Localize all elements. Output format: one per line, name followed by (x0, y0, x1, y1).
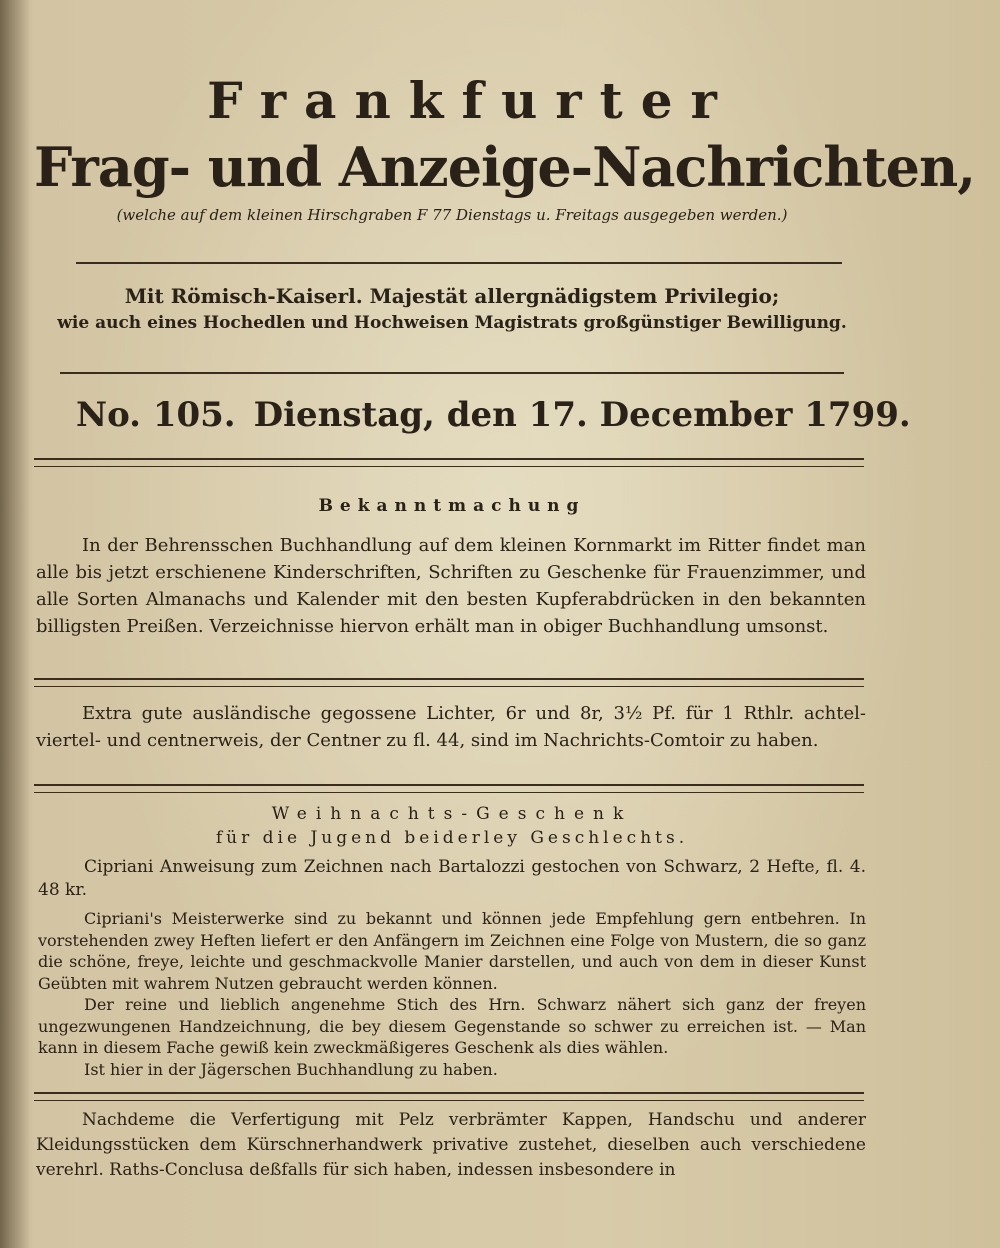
binding-shadow (0, 0, 30, 1248)
masthead-title-line1: Frankfurter (207, 71, 735, 130)
issue-number: No. 105. (76, 395, 236, 435)
notice2-body (36, 700, 866, 754)
notice3-paragraph3: Ist hier in der Jägerschen Buchhandlung zu haben. (84, 1059, 498, 1079)
masthead-title-line2: Frag- und Anzeige-Nachrichten, (34, 135, 976, 199)
notice4-text: Nachdeme die Verfertigung mit Pelz verbrämter Kappen, Handschu und anderer Kleidungsstücken dem Kürschnerhandwerk privative zustehet, dieselben auch verschiedene verehrl. Raths-Conclusa deßfalls für sich haben, indessen insbesondere in (36, 1110, 866, 1180)
privilege-line2: wie auch eines Hochedlen und Hochweisen Magistrats großgünstiger Bewilligung. (57, 313, 847, 333)
notice4-body (36, 1108, 866, 1183)
masthead (34, 70, 976, 228)
notice3-paragraph2: Der reine und lieblich angenehme Stich des Hrn. Schwarz nähert sich ganz der freyen ungezwungenen Handzeichnung, die bey diesem Gegenstande so schwer zu erreichen ist. — Man kann in diesem Fache gewiß kein zweckmäßigeres Geschenk als dies wählen. (38, 995, 866, 1057)
notice3-paragraph1: Cipriani's Meisterwerke sind zu bekannt und können jede Empfehlung gern entbehren. In vorstehenden zwey Heften liefert er den Anfängern im Zeichnen eine Folge von Mustern, die so ganz die schöne, freye, leichte und geschmackvolle Manier darstellen, und auch von dem in dieser Kunst Geübten mit wahrem Nutzen gebraucht werden können. (38, 909, 866, 993)
notice1-title: Bekanntmachung (318, 496, 586, 516)
notice3-lead: Cipriani Anweisung zum Zeichnen nach Bartalozzi gestochen von Schwarz, 2 Hefte, fl. 4. 48 kr. (38, 857, 866, 900)
notice3-subtitle: für die Jugend beiderley Geschlechts. (215, 828, 689, 848)
masthead-divider (76, 262, 842, 264)
issue-line (76, 393, 911, 437)
privilege-line1: Mit Römisch-Kaiserl. Majestät allergnädigstem Privilegio; (124, 284, 780, 308)
issue-divider-top (34, 458, 864, 460)
issue-divider-bottom (34, 466, 864, 467)
notice3-divider-top (34, 1092, 864, 1094)
notice1-body (36, 532, 866, 640)
notice3-divider-bottom (34, 1100, 864, 1101)
notice2-divider-top (34, 784, 864, 786)
notice2-divider-bottom (34, 792, 864, 793)
notice2-text: Extra gute ausländische gegossene Lichter, 6r und 8r, 3½ Pf. für 1 Rthlr. achtel- viertel- und centnerweis, der Centner zu fl. 44, sind im Nachrichts-Comtoir zu haben. (36, 703, 866, 751)
notice1-divider-top (34, 678, 864, 680)
notice3-title: Weihnachts-Geschenk (271, 804, 633, 824)
privilege-divider (60, 372, 844, 374)
notice3-body (38, 856, 866, 1080)
masthead-subtitle: (welche auf dem kleinen Hirschgraben F 77 Dienstags u. Freitags ausgegeben werden.) (116, 206, 788, 224)
issue-date: Dienstag, den 17. December 1799. (253, 395, 911, 435)
privilege-block (34, 282, 870, 336)
notice1-text: In der Behrensschen Buchhandlung auf dem kleinen Kornmarkt im Ritter findet man alle bis jetzt erschienene Kinderschriften, Schriften zu Geschenke für Frauenzimmer, und alle Sorten Almanachs und Kalender mit den besten Kupferabdrücken in den bekannten billigsten Preißen. Verzeichnisse hiervon erhält man in obiger Buchhandlung umsonst. (36, 535, 866, 637)
notice1-divider-bottom (34, 686, 864, 687)
